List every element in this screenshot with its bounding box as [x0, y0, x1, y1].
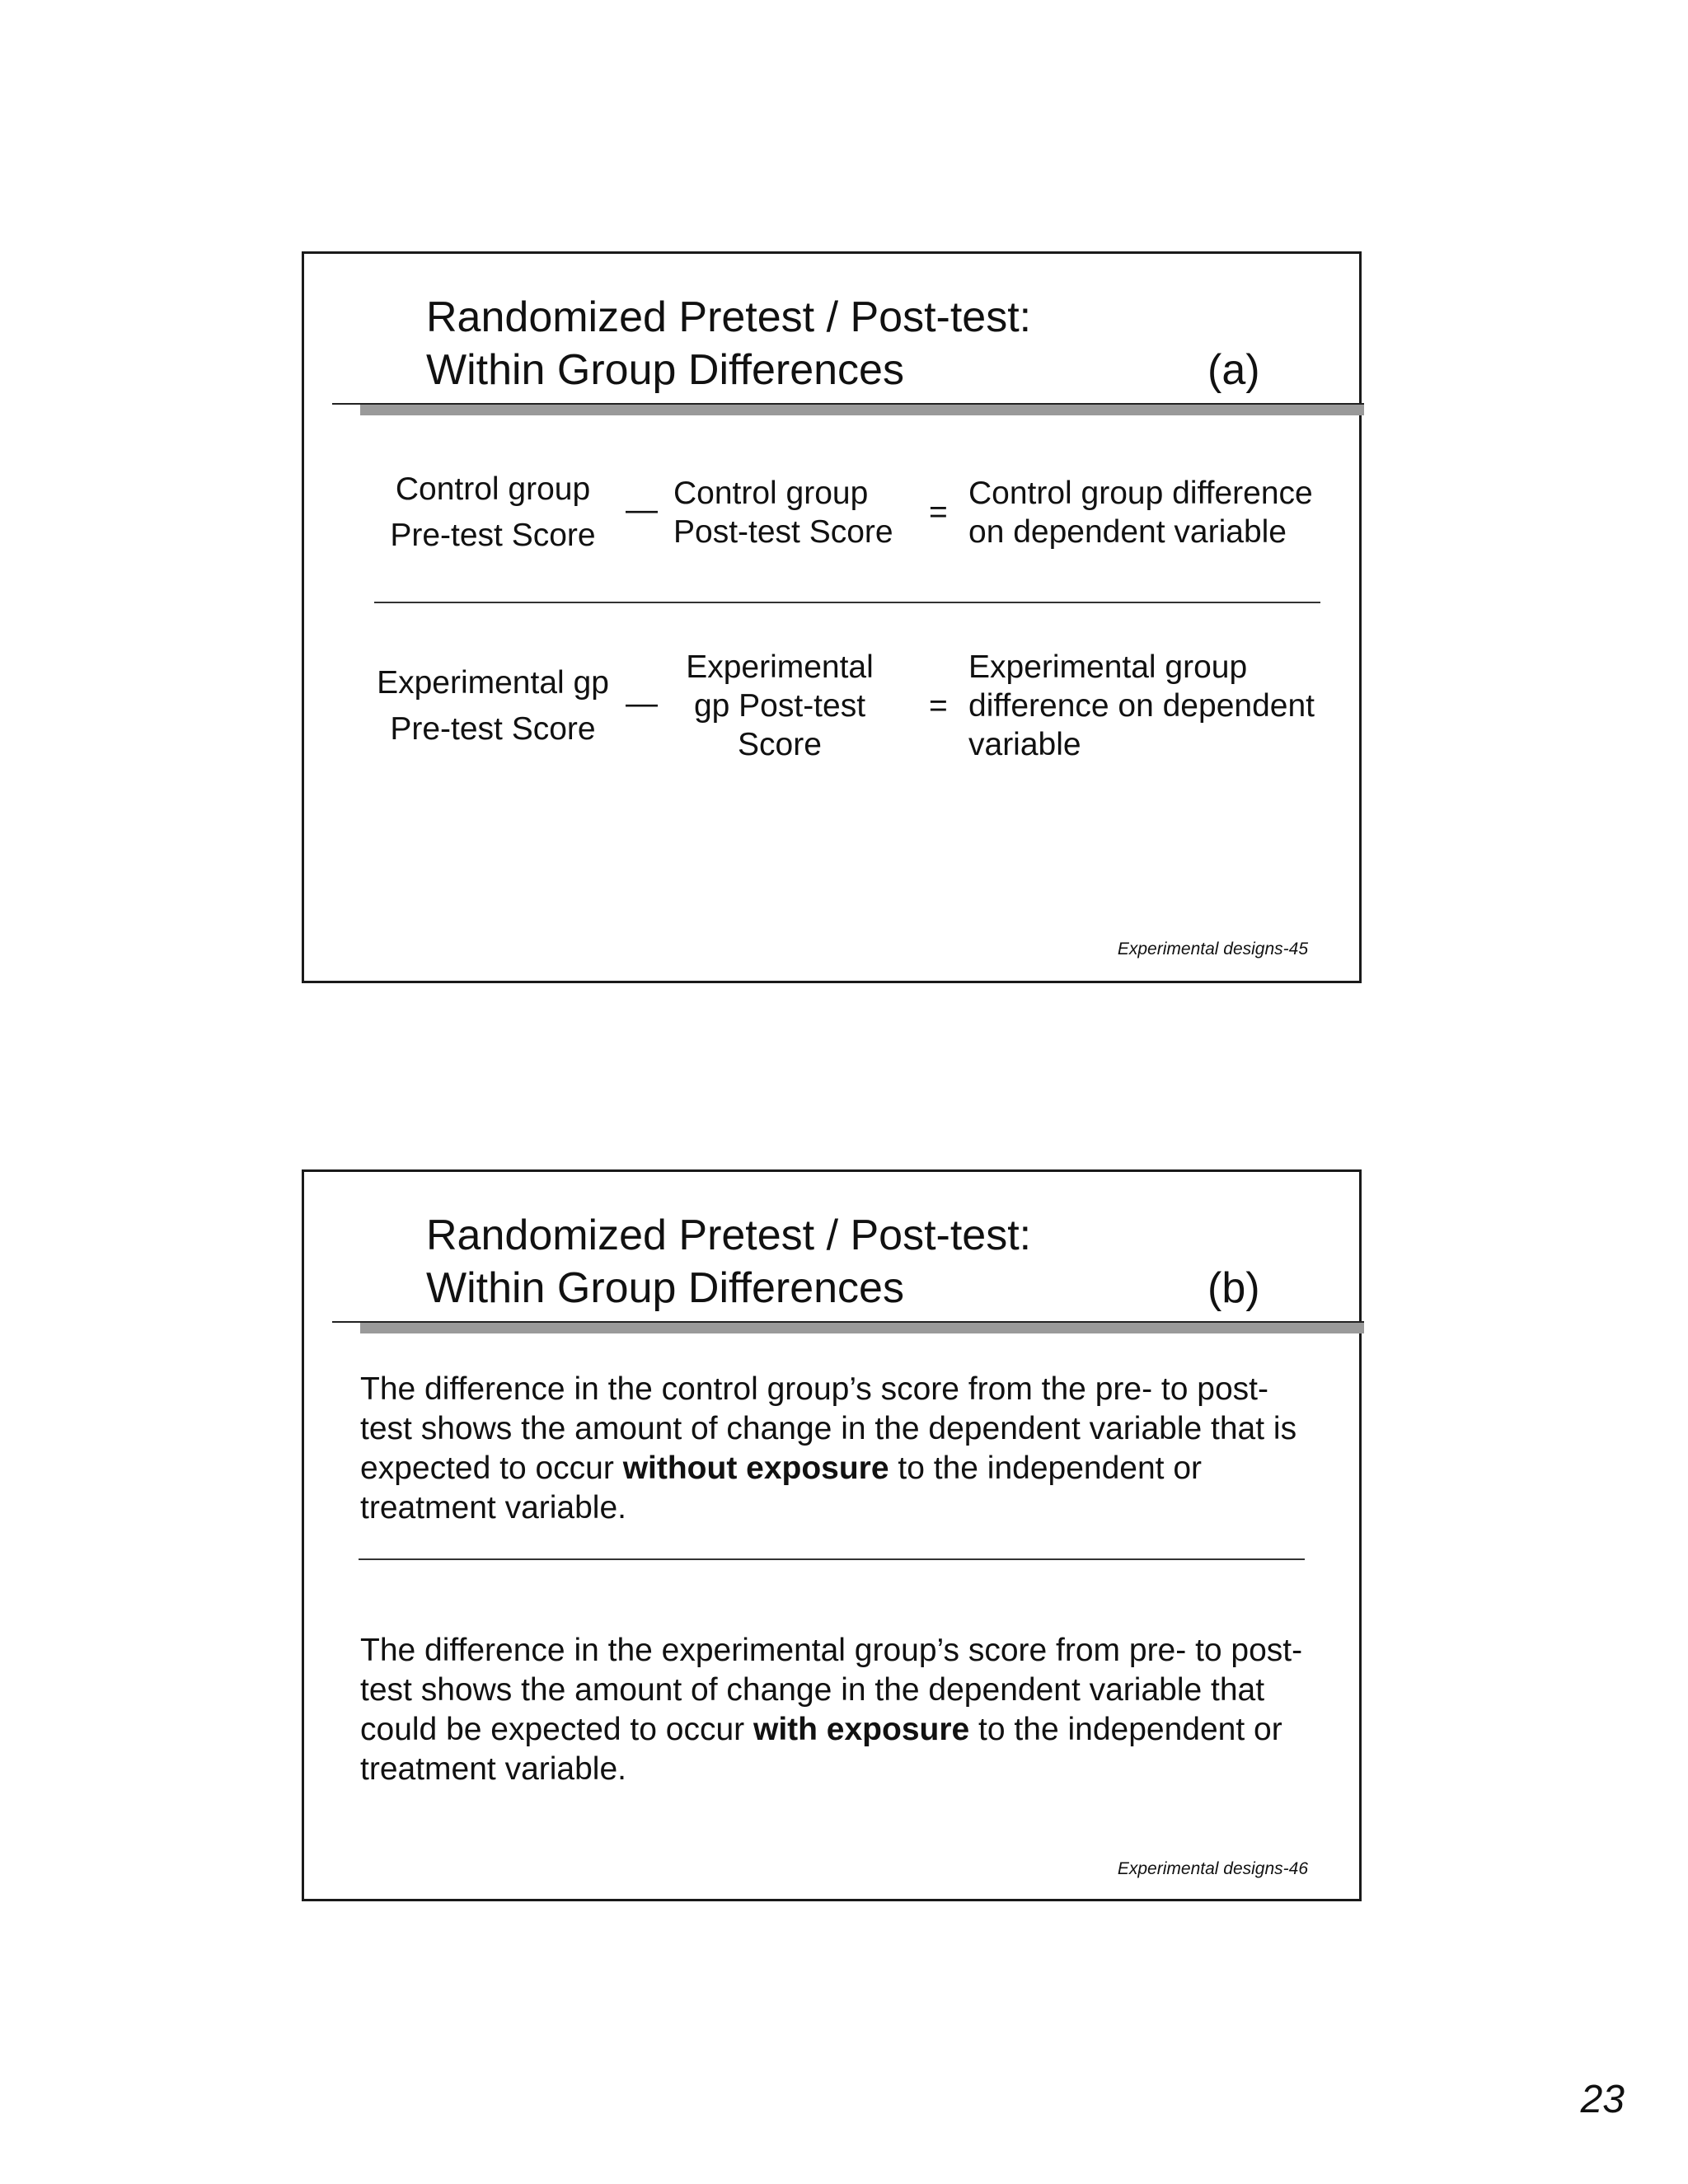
title-bar — [360, 405, 1364, 415]
control-pretest-cell — [354, 470, 632, 555]
slide-label: (b) — [1207, 1264, 1260, 1312]
paragraph-line: The difference in the control group’s score from the pre- to post- — [360, 1371, 1268, 1407]
control-result-line-1: Control group difference — [968, 476, 1313, 511]
experimental-posttest-cell — [673, 648, 886, 764]
experimental-posttest-line-2: gp Post-test — [693, 688, 866, 724]
experimental-result-cell — [968, 648, 1315, 764]
paragraph-line: treatment variable. — [360, 1751, 626, 1787]
paragraph-text: expected to occur — [360, 1451, 623, 1486]
control-result-cell — [968, 474, 1313, 551]
experimental-result-line-1: Experimental group — [968, 649, 1248, 685]
paragraph-line: test shows the amount of change in the dependent variable that is — [360, 1411, 1297, 1446]
paragraph-line — [360, 1449, 1349, 1488]
equals-sign: = — [929, 688, 948, 724]
slide-title — [426, 291, 1031, 396]
title-line-1: Randomized Pretest / Post-test: — [426, 293, 1032, 341]
slide-label: (a) — [1207, 346, 1260, 394]
emphasis-text: without exposure — [622, 1451, 889, 1486]
title-line-2: Within Group Differences — [426, 346, 904, 394]
control-posttest-line-2: Post-test Score — [673, 514, 893, 550]
control-posttest-line-1: Control group — [673, 476, 869, 511]
paragraph-text: to the independent or — [969, 1712, 1282, 1747]
paragraph-line: The difference in the experimental group’s score from pre- to post- — [360, 1633, 1303, 1668]
equals-sign: = — [929, 494, 948, 530]
experimental-result-line-2: difference on dependent — [968, 688, 1315, 724]
minus-sign: — — [626, 686, 658, 721]
experimental-result-line-3: variable — [968, 727, 1081, 762]
paragraph-separator — [359, 1558, 1305, 1560]
slide-footer: Experimental designs-46 — [1117, 1859, 1308, 1878]
control-pretest-line-2: Pre-test Score — [390, 518, 596, 553]
emphasis-text: with exposure — [753, 1712, 970, 1747]
slide-b — [302, 1169, 1362, 1901]
paragraph-text: could be expected to occur — [360, 1712, 753, 1747]
row-separator — [374, 602, 1320, 603]
experimental-posttest-line-3: Score — [738, 727, 822, 762]
paragraph-line: test shows the amount of change in the dependent variable that — [360, 1672, 1265, 1708]
experimental-pretest-cell — [354, 663, 632, 748]
experimental-explanation-paragraph — [360, 1631, 1349, 1789]
experimental-pretest-line-2: Pre-test Score — [390, 711, 596, 747]
title-line-1: Randomized Pretest / Post-test: — [426, 1212, 1032, 1259]
experimental-posttest-line-1: Experimental — [686, 649, 874, 685]
control-pretest-line-1: Control group — [395, 471, 591, 507]
title-bar — [360, 1323, 1364, 1333]
control-result-line-2: on dependent variable — [968, 514, 1287, 550]
slide-footer: Experimental designs-45 — [1117, 940, 1308, 958]
paragraph-line — [360, 1710, 1349, 1750]
slide-title — [426, 1209, 1031, 1315]
title-line-2: Within Group Differences — [426, 1264, 904, 1312]
control-posttest-cell — [673, 474, 893, 551]
page-number: 23 — [1580, 2078, 1625, 2121]
experimental-pretest-line-1: Experimental gp — [377, 665, 609, 701]
paragraph-line: treatment variable. — [360, 1490, 626, 1526]
minus-sign: — — [626, 492, 658, 527]
paragraph-text: to the independent or — [889, 1451, 1203, 1486]
control-explanation-paragraph — [360, 1370, 1349, 1528]
slide-a — [302, 251, 1362, 983]
